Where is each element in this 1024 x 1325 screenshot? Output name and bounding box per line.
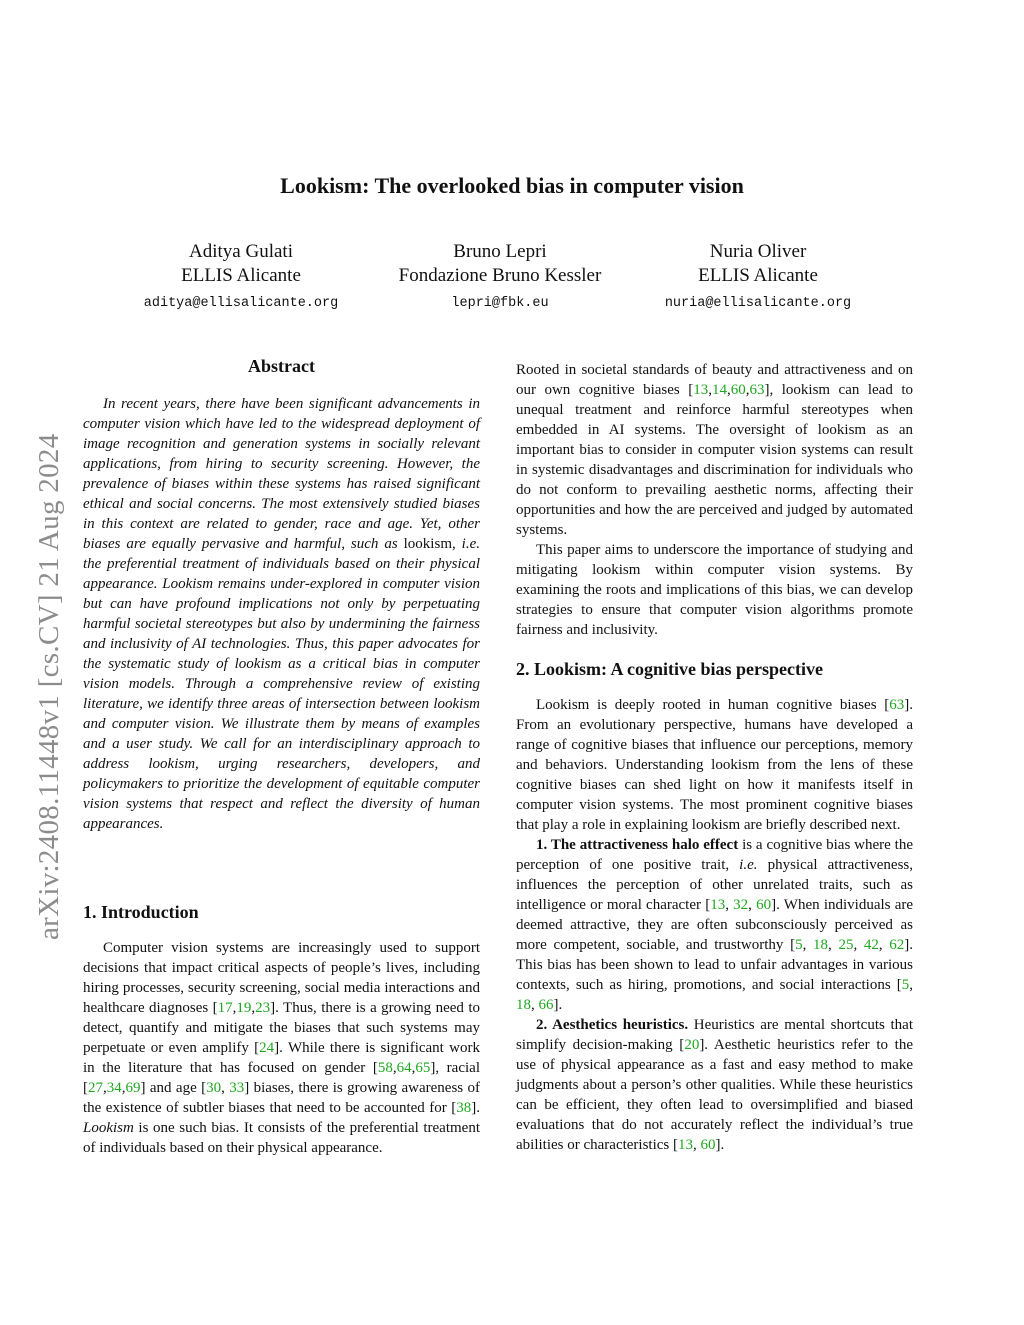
citation-link[interactable]: 20 [684,1037,700,1053]
citation-link[interactable]: 17 [217,1000,233,1016]
citation-link[interactable]: 38 [456,1100,472,1116]
author-block [91,240,391,316]
list-item-label: 1. The attractiveness halo effect [536,837,739,853]
abstract-heading: Abstract [248,356,315,376]
citation-link[interactable]: 19 [236,1000,252,1016]
citation-link[interactable]: 65 [415,1060,431,1076]
citation-link[interactable]: 30 [206,1080,222,1096]
body-paragraph: Rooted in societal standards of beauty and attractiveness and on our own cognitive biases [13,14,60,63], lookism can lead to unequal treatment and reinforce harmful stereotypes when embedded in AI systems. The oversight of lookism as an important bias to consider in computer vision systems can result in systemic disadvantages and discrimination for individuals who do not conform to prevailing aesthetic norms, affecting their opportunities and how the are perceived and judged by automated systems. [516,362,913,538]
intro-paragraph: Computer vision systems are increasingly used to support decisions that impact critical aspects of people’s lives, including hiring processes, security screening, social media interactions and healthcare diagnoses [17,19,23]. Thus, there is a growing need to detect, quantify and mitigate the biases that such systems may perpetuate or even amplify [24]. While there is significant work in the literature that has focused on gender [58,64,65], racial [27,34,69] and age [30, 33] biases, there is growing awareness of the existence of subtler biases that need to be accounted for [38]. Lookism is one such bias. It consists of the preferential treatment of individuals based on their physical appearance. [83,940,481,1156]
author-affiliation: Fondazione Bruno Kessler [398,265,602,286]
arxiv-identifier: arXiv:2408.11448v1 [cs.CV] 21 Aug 2024 [33,433,65,940]
emphasis-term: Lookism [83,1120,134,1136]
citation-link[interactable]: 27 [88,1080,103,1096]
citation-link[interactable]: 13 [693,382,709,398]
body-paragraph: This paper aims to underscore the importance of studying and mitigating lookism within computer vision systems. By examining the roots and implications of this bias, we can develop strategies to ensure that computer vision algorithms promote fairness and inclusivity. [516,542,913,638]
citation-link[interactable]: 58 [377,1060,393,1076]
citation-link[interactable]: 5 [901,977,910,993]
paper-title: Lookism: The overlooked bias in computer vision [280,173,744,198]
citation-link[interactable]: 23 [255,1000,271,1016]
right-column [516,360,913,1155]
abstract-term: lookism [403,536,452,552]
citation-link[interactable]: 34 [106,1080,122,1096]
citation-link[interactable]: 63 [749,382,765,398]
citation-link[interactable]: 13 [710,897,726,913]
body-paragraph: Lookism is deeply rooted in human cognitive biases [63]. From an evolutionary perspective, humans have developed a range of cognitive biases that influence our perceptions, memory and behaviors. Understanding lookism from the lens of these cognitive biases can shed light on how it manifests itself in computer vision systems. The most prominent cognitive biases that play a role in explaining lookism are briefly described next. [516,697,913,833]
author-block [608,240,908,316]
citation-link[interactable]: 18 [516,997,531,1013]
list-item: 1. The attractiveness halo effect is a cognitive bias where the perception of one positive trait, i.e. physical attractiveness, influences the perception of other unrelated traits, such as intelligence or moral character [13, 32, 60]. When individuals are deemed attractive, they are often subconsciously perceived as more competent, sociable, and trustworthy [5, 18, 25, 42, 62]. This bias has been shown to lead to unfair advantages in various contexts, such as hiring, promotions, and social interactions [5, 18, 66]. [516,837,914,1013]
citation-link[interactable]: 60 [700,1137,716,1153]
citation-link[interactable]: 5 [795,937,803,953]
section-heading-introduction: 1. Introduction [83,902,199,922]
citation-link[interactable]: 60 [756,897,772,913]
citation-link[interactable]: 69 [125,1080,141,1096]
list-item: 2. Aesthetics heuristics. Heuristics are mental shortcuts that simplify decision-making [20]. Aesthetic heuristics refer to the use of physical appearance as a fast and easy method to make judgments about a person’s other qualities. While these heuristics can be efficient, they often lead to oversimplified and biased evaluations that do not accurately reflect the individual’s true abilities or characteristics [13, 60]. [516,1017,913,1153]
author-name: Bruno Lepri [453,241,547,262]
citation-link[interactable]: 14 [712,382,727,398]
citation-link[interactable]: 62 [889,937,905,953]
citation-link[interactable]: 18 [813,937,829,953]
author-email: lepri@fbk.eu [451,296,549,311]
citation-link[interactable]: 60 [730,382,746,398]
citation-link[interactable]: 33 [229,1080,245,1096]
citation-link[interactable]: 64 [396,1060,412,1076]
list-item-label: 2. Aesthetics heuristics. [536,1017,689,1033]
citation-link[interactable]: 66 [538,997,554,1013]
author-email: nuria@ellisalicante.org [664,296,852,311]
left-column [83,356,480,1158]
author-email: aditya@ellisalicante.org [143,296,339,311]
citation-link[interactable]: 63 [889,697,905,713]
author-name: Nuria Oliver [709,241,807,262]
author-affiliation: ELLIS Alicante [698,265,818,286]
citation-link[interactable]: 24 [259,1040,275,1056]
author-block [350,240,650,316]
author-name: Aditya Gulati [189,241,293,262]
citation-link[interactable]: 32 [733,897,749,913]
author-affiliation: ELLIS Alicante [181,265,301,286]
citation-link[interactable]: 42 [863,937,879,953]
citation-link[interactable]: 13 [678,1137,694,1153]
citation-link[interactable]: 25 [838,937,854,953]
section-heading-cognitive-bias: 2. Lookism: A cognitive bias perspective [516,659,823,679]
abstract-text: In recent years, there have been significant advancements in computer vision which have led to the widespread deployment of image recognition and generation systems in socially relevant applications, from hiring to security screening. However, the prevalence of biases within these systems has raised significant ethical and social concerns. The most extensively studied biases in this context are related to gender, race and age. Yet, other biases are equally pervasive and harmful, such as lookism, i.e. the preferential treatment of individuals based on their physical appearance. Lookism remains under-explored in computer vision but can have profound implications not only by perpetuating harmful societal stereotypes but also by undermining the fairness and inclusivity of AI technologies. Thus, this paper advocates for the systematic study of lookism as a critical bias in computer vision models. Through a comprehensive review of existing literature, we identify three areas of intersection between lookism and computer vision. We illustrate them by means of examples and a user study. We call for an interdisciplinary approach to address lookism, urging researchers, developers, and policymakers to prioritize the development of equitable computer vision systems that respect and reflect the diversity of human appearances. [83,396,480,832]
